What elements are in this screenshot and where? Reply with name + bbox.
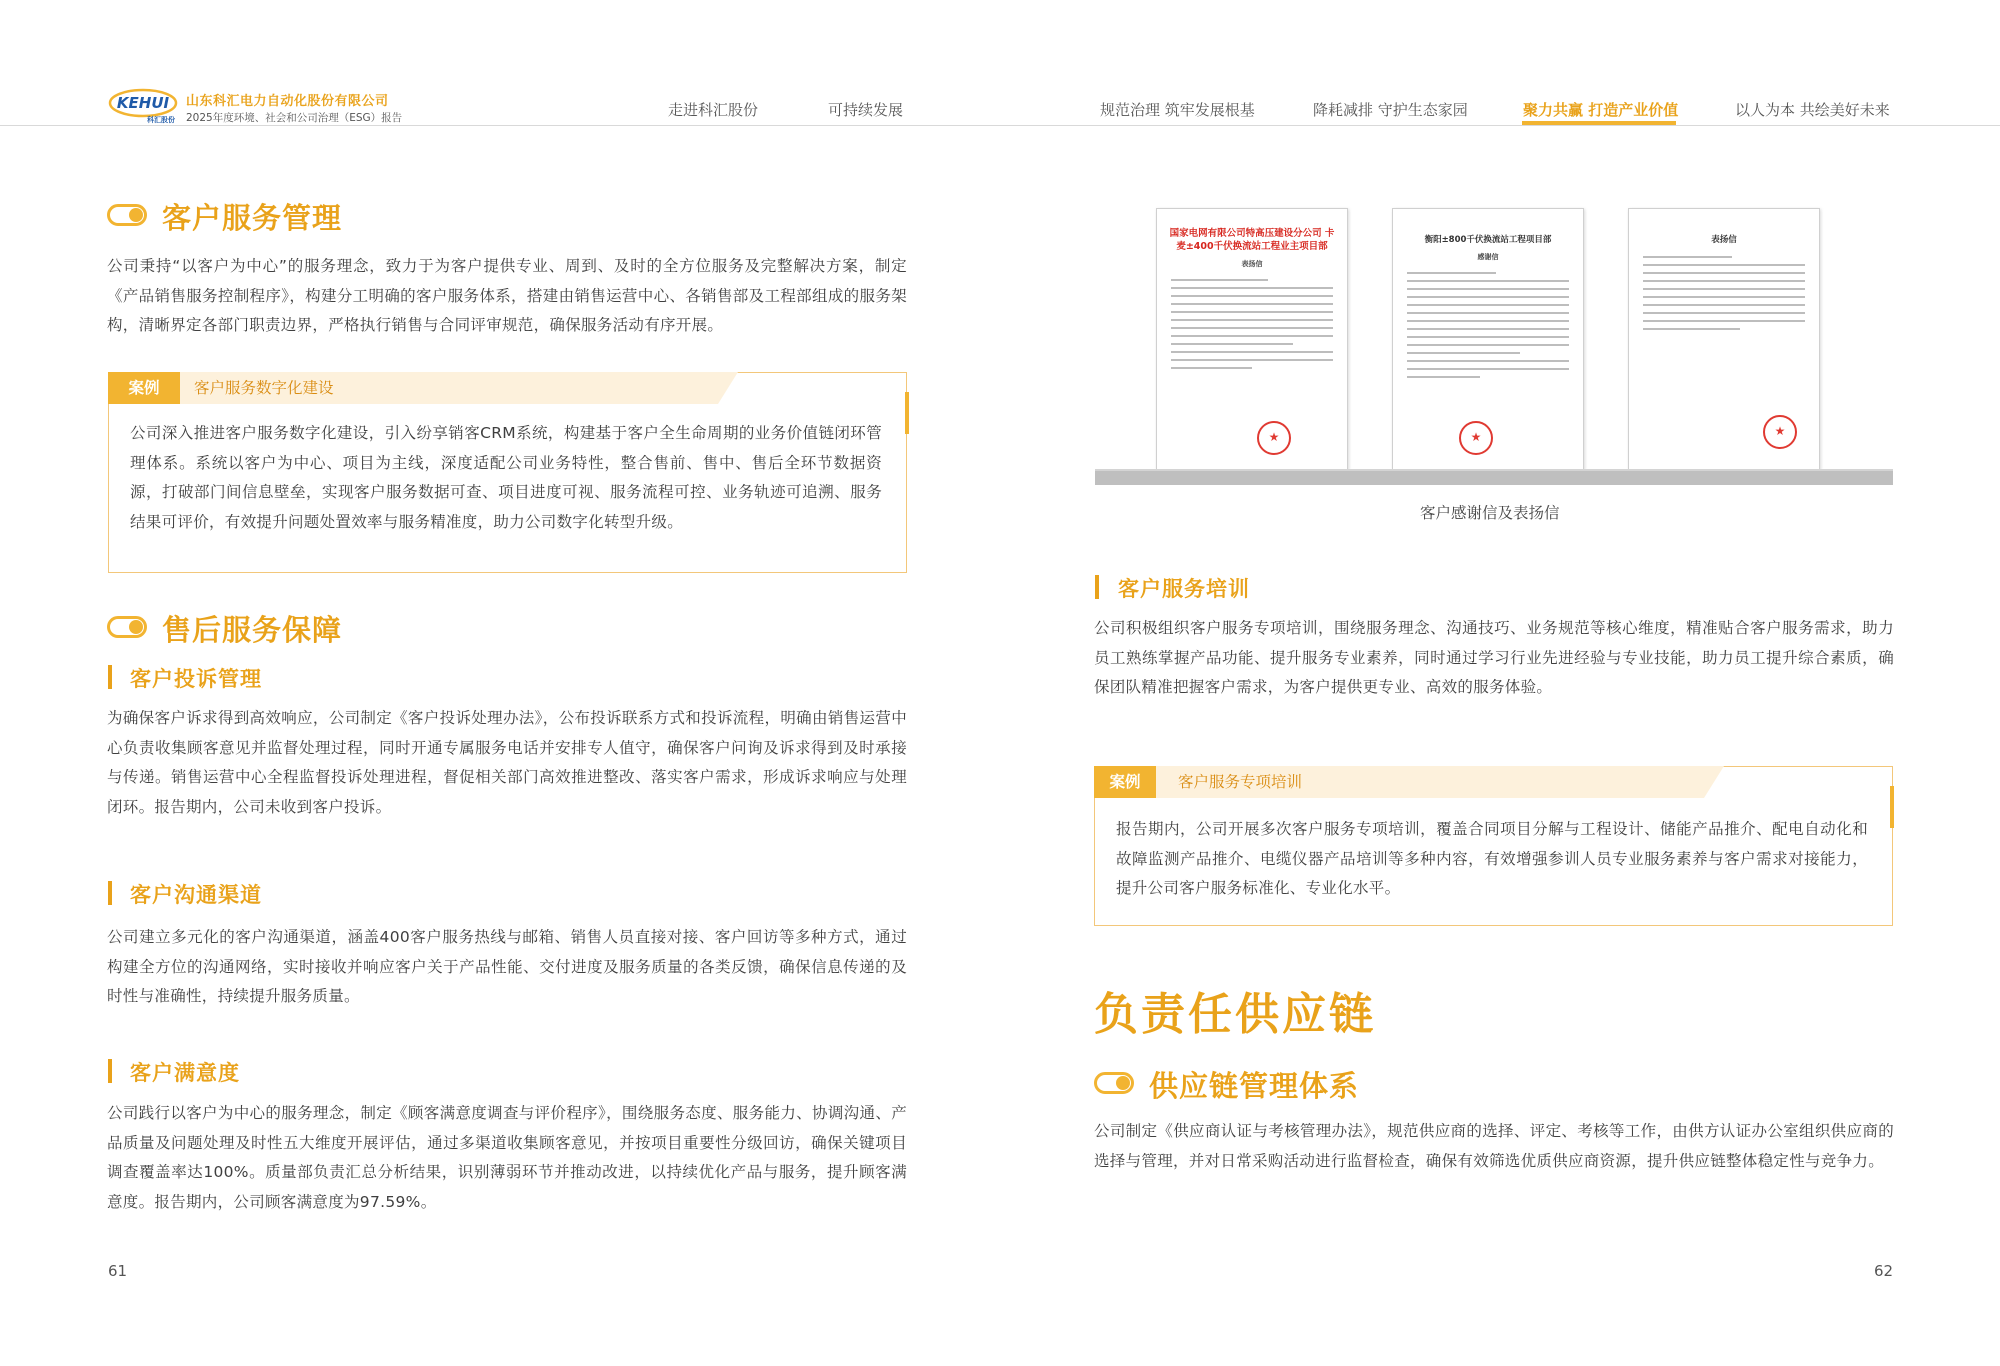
section-title-supply-chain: 供应链管理体系 — [1149, 1069, 1360, 1103]
letter-commendation-1 — [1156, 208, 1348, 470]
case-tag-digital: 案例 — [128, 379, 160, 397]
letter-2-subtitle: 感谢信 — [1477, 253, 1499, 261]
subsection-title-satisfaction: 客户满意度 — [130, 1061, 240, 1085]
toggle-icon — [107, 616, 147, 638]
training-body: 公司积极组织客户服务专项培训，围绕服务理念、沟通技巧、业务规范等核心维度，精准贴合客户服务需求，助力员工熟练掌握产品功能、提升服务专业素养，同时通过学习行业先进经验与专业技能，助力员工提升综合素质，确保团队精准把握客户需求，为客户提供更专业、高效的服务体验。 — [1094, 619, 1894, 696]
toggle-icon — [107, 204, 147, 226]
communication-body: 公司建立多元化的客户沟通渠道，涵盖400客户服务热线与邮箱、销售人员直接对接、客户回访等多种方式，通过构建全方位的沟通网络，实时接收并响应客户关于产品性能、交付进度及服务质量的各类反馈，确保信息传递的及时性与准确性，持续提升服务质量。 — [107, 928, 907, 1005]
letter-3-title: 表扬信 — [1711, 235, 1737, 245]
section-title-customer-service: 客户服务管理 — [162, 201, 343, 235]
page-number-right: 62 — [1874, 1262, 1894, 1280]
nav-item-sustainability[interactable]: 可持续发展 — [828, 101, 904, 119]
subsection-title-training: 客户服务培训 — [1118, 577, 1250, 601]
subsection-bar — [108, 665, 112, 689]
letter-1-title: 国家电网有限公司特高压建设分公司 卡麦±400千伏换流站工程业主项目部 — [1169, 228, 1335, 252]
subsection-bar — [1095, 575, 1099, 599]
case-accent-bar — [905, 392, 909, 434]
case-body-training: 报告期内，公司开展多次客户服务专项培训，覆盖合同项目分解与工程设计、储能产品推介、配电自动化和故障监测产品推介、电缆仪器产品培训等多种内容，有效增强参训人员专业服务素养与客户需求对接能力，提升公司客户服务标准化、专业化水平。 — [1116, 820, 1868, 897]
letter-thanks — [1392, 208, 1584, 470]
subsection-bar — [108, 881, 112, 905]
company-name: 山东科汇电力自动化股份有限公司 — [186, 94, 389, 109]
header-divider — [0, 125, 2000, 126]
nav-item-people[interactable]: 以人为本 共绘美好未来 — [1735, 101, 1890, 119]
display-shelf — [1095, 471, 1893, 485]
page-number-left: 61 — [108, 1262, 128, 1280]
letter-2-title: 衡阳±800千伏换流站工程项目部 — [1424, 235, 1552, 245]
case-tag-training: 案例 — [1109, 773, 1141, 791]
svg-text:科汇股份: 科汇股份 — [147, 116, 175, 124]
red-seal-icon — [1763, 415, 1797, 449]
subsection-bar — [108, 1059, 112, 1083]
nav-item-value[interactable]: 聚力共赢 打造产业价值 — [1523, 101, 1679, 119]
subsection-title-complaint: 客户投诉管理 — [130, 667, 262, 691]
case-title-training: 客户服务专项培训 — [1178, 773, 1303, 791]
red-seal-icon — [1459, 421, 1493, 455]
case-body-digital: 公司深入推进客户服务数字化建设，引入纷享销客CRM系统，构建基于客户全生命周期的业务价值链闭环管理体系。系统以客户为中心、项目为主线，深度适配公司业务特性，整合售前、售中、售后全环节数据资源，打破部门间信息壁垒，实现客户服务数据可查、项目进度可视、服务流程可控、业务轨迹可追溯、服务结果可评价，有效提升问题处置效率与服务精准度，助力公司数字化转型升级。 — [130, 424, 882, 531]
customer-service-body: 公司秉持“以客户为中心”的服务理念，致力于为客户提供专业、周到、及时的全方位服务及完整解决方案，制定《产品销售服务控制程序》，构建分工明确的客户服务体系，搭建由销售运营中心、各销售部及工程部组成的服务架构，清晰界定各部门职责边界，严格执行销售与合同评审规范，确保服务活动有序开展。 — [107, 257, 907, 334]
case-title-digital: 客户服务数字化建设 — [194, 379, 334, 397]
subsection-title-communication: 客户沟通渠道 — [130, 883, 262, 907]
complaint-body: 为确保客户诉求得到高效响应，公司制定《客户投诉处理办法》，公布投诉联系方式和投诉流程，明确由销售运营中心负责收集顾客意见并监督处理过程，同时开通专属服务电话并安排专人值守，确保客户问询及诉求得到及时承接与传递。销售运营中心全程监督投诉处理进程，督促相关部门高效推进整改、落实客户需求，形成诉求响应与处理闭环。报告期内，公司未收到客户投诉。 — [107, 709, 907, 816]
letter-commendation-2 — [1628, 208, 1820, 470]
satisfaction-body: 公司践行以客户为中心的服务理念，制定《顾客满意度调查与评价程序》，围绕服务态度、服务能力、协调沟通、产品质量及问题处理及时性五大维度开展评估，通过多渠道收集顾客意见，并按项目重要性分级回访，确保关键项目调查覆盖率达100%。质量部负责汇总分析结果，识别薄弱环节并推动改进，以持续优化产品与服务，提升顾客满意度。报告期内，公司顾客满意度为97.59%。 — [107, 1104, 907, 1211]
nav-item-about[interactable]: 走进科汇股份 — [668, 101, 759, 119]
letter-1-subtitle: 表扬信 — [1241, 260, 1263, 268]
letters-caption: 客户感谢信及表扬信 — [1420, 504, 1560, 522]
report-name: 2025年度环境、社会和公司治理（ESG）报告 — [186, 112, 403, 124]
nav-item-governance[interactable]: 规范治理 筑牢发展根基 — [1100, 101, 1255, 119]
nav-item-environment[interactable]: 降耗减排 守护生态家园 — [1313, 101, 1468, 119]
red-seal-icon — [1257, 421, 1291, 455]
supply-chain-body: 公司制定《供应商认证与考核管理办法》，规范供应商的选择、评定、考核等工作，由供方认证办公室组织供应商的选择与管理，并对日常采购活动进行监督检查，确保有效筛选优质供应商资源，提升供应链整体稳定性与竞争力。 — [1094, 1122, 1894, 1170]
toggle-icon — [1094, 1072, 1134, 1094]
kehui-logo — [108, 88, 178, 124]
chapter-title-supply-chain: 负责任供应链 — [1094, 989, 1376, 1040]
section-title-after-sales: 售后服务保障 — [162, 613, 343, 647]
svg-text:KEHUI: KEHUI — [116, 94, 170, 112]
case-accent-bar — [1890, 786, 1894, 828]
